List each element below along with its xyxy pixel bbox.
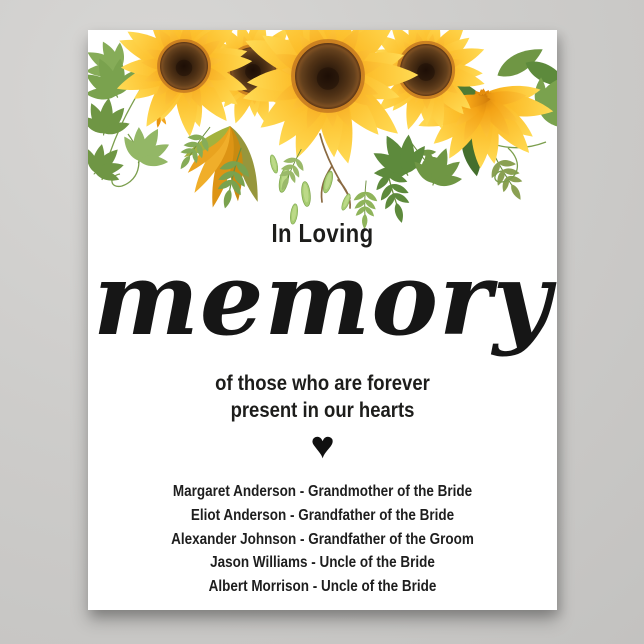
title-script-text: memory [93,240,552,358]
heart-icon: ♥ [310,425,335,467]
memorial-name-item: Margaret Anderson - Grandmother of the Bride [172,483,473,500]
memorial-name-item: Eliot Anderson - Grandfather of the Bride [190,506,455,524]
pretitle-text: In Loving [271,218,374,248]
memorial-name-item: Alexander Johnson - Grandfather of the Groom [171,530,474,548]
subtitle-line: present in our hearts [230,398,415,422]
memorial-names-list [118,480,526,599]
sunflower-bouquet-illustration [88,30,557,232]
memorial-poster [88,30,557,610]
memorial-name-item: Jason Williams - Uncle of the Bride [210,554,435,572]
greenery-foreground [169,119,472,230]
subtitle-line: of those who are forever [215,372,430,395]
memorial-name-item: Albert Morrison - Uncle of the Bride [208,578,437,596]
subtitle-text [116,371,529,424]
